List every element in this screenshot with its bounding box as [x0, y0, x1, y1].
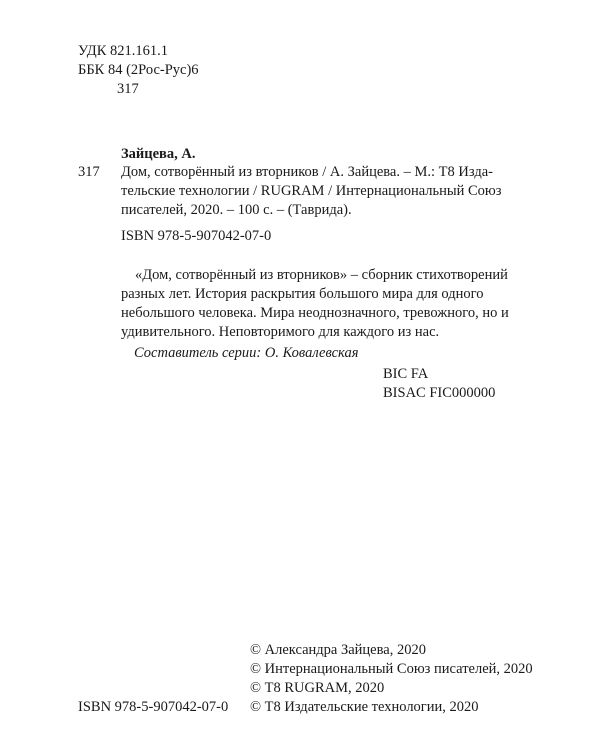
bisac-code: BISAC FIC000000 — [383, 385, 496, 401]
entry-isbn: ISBN 978-5-907042-07-0 — [121, 228, 272, 244]
annotation-line: небольшого человека. Мира неоднозначного, тревожного, но и — [121, 305, 509, 321]
description-line: тельские технологии / RUGRAM / Интернациональный Союз — [121, 183, 502, 199]
footer-isbn: ISBN 978-5-907042-07-0 — [78, 699, 229, 715]
annotation-line: разных лет. История раскрытия большого мира для одного — [121, 286, 484, 302]
copyright-line: © Александра Зайцева, 2020 — [250, 642, 426, 658]
bbk-code: ББК 84 (2Рос-Рус)6 — [78, 62, 199, 78]
description-line: писателей, 2020. – 100 с. – (Таврида). — [121, 202, 352, 218]
copyright-line: © Т8 RUGRAM, 2020 — [250, 680, 385, 696]
copyright-line: © Т8 Издательские технологии, 2020 — [250, 699, 479, 715]
bic-code: BIC FA — [383, 366, 429, 382]
udk-code: УДК 821.161.1 — [78, 43, 168, 59]
annotation-line: удивительного. Неповторимого для каждого из нас. — [121, 324, 440, 340]
annotation — [121, 266, 521, 342]
author-heading: Зайцева, А. — [121, 146, 196, 162]
annotation-line: «Дом, сотворённый из вторников» – сборник стихотворений — [135, 267, 508, 283]
copyright-list — [250, 641, 533, 717]
author-mark-top: 317 — [117, 81, 139, 97]
author-mark: 317 — [78, 164, 100, 180]
bibliographic-description — [121, 163, 521, 220]
description-line: Дом, сотворённый из вторников / А. Зайцева. – М.: Т8 Изда- — [121, 164, 493, 180]
copyright-line: © Интернациональный Союз писателей, 2020 — [250, 661, 533, 677]
series-compiler: Составитель серии: О. Ковалевская — [134, 345, 359, 361]
